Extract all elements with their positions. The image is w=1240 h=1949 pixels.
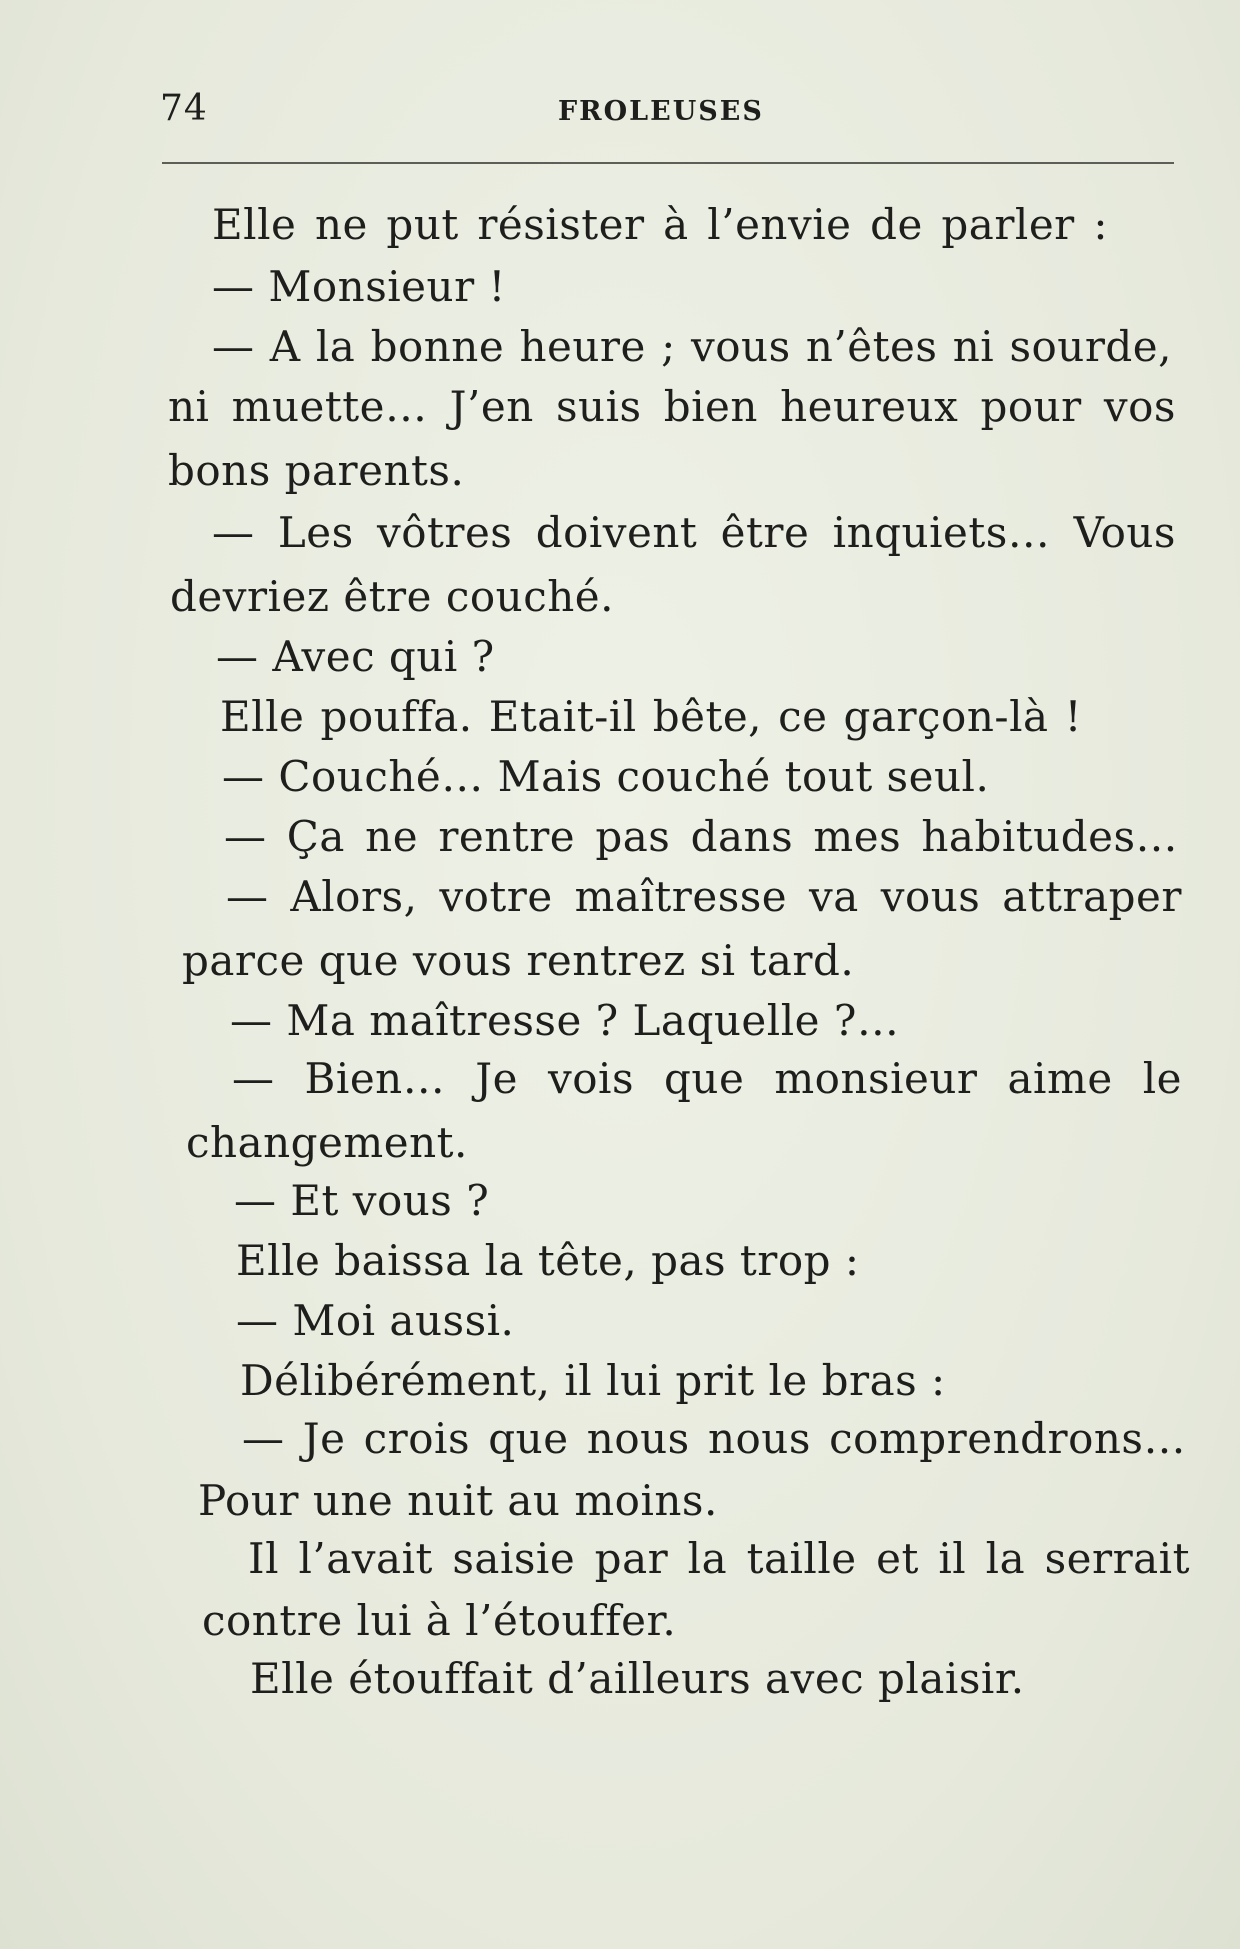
text-line: — Couché… Mais couché tout seul.: [222, 752, 990, 801]
text-line: — Alors, votre maîtresse va vous attraper: [226, 872, 1182, 921]
text-line: contre lui à l’étouffer.: [202, 1596, 677, 1645]
text-line: Elle pouffa. Etait-il bête, ce garçon-là !: [220, 692, 1082, 741]
text-line: — Et vous ?: [234, 1176, 490, 1225]
text-line: bons parents.: [168, 446, 465, 495]
text-line: Il l’avait saisie par la taille et il la serrait: [248, 1534, 1190, 1583]
text-line: changement.: [186, 1118, 468, 1167]
text-line: — Je crois que nous nous comprendrons…: [242, 1414, 1186, 1463]
text-line: — A la bonne heure ; vous n’êtes ni sourde,: [212, 322, 1172, 371]
text-line: devriez être couché.: [170, 572, 614, 621]
page-header: [160, 88, 1180, 132]
text-line: — Monsieur !: [212, 262, 506, 311]
text-line: parce que vous rentrez si tard.: [182, 936, 855, 985]
text-line: ni muette… J’en suis bien heureux pour vos: [168, 382, 1176, 431]
text-line: — Les vôtres doivent être inquiets… Vous: [212, 508, 1176, 557]
text-line: — Ma maîtresse ? Laquelle ?…: [230, 996, 900, 1045]
text-line: Délibérément, il lui prit le bras :: [240, 1356, 946, 1405]
text-line: Pour une nuit au moins.: [198, 1476, 718, 1525]
text-line: — Avec qui ?: [216, 632, 495, 681]
header-rule: [162, 162, 1174, 164]
text-line: — Bien… Je vois que monsieur aime le: [232, 1054, 1182, 1103]
text-line: — Ça ne rentre pas dans mes habitudes…: [224, 812, 1178, 861]
text-line: Elle ne put résister à l’envie de parler :: [212, 200, 1108, 249]
page-number: 74: [160, 88, 208, 129]
text-line: — Moi aussi.: [236, 1296, 515, 1345]
text-line: Elle étouffait d’ailleurs avec plaisir.: [250, 1654, 1025, 1703]
text-line: Elle baissa la tête, pas trop :: [236, 1236, 860, 1285]
running-title: FROLEUSES: [558, 96, 764, 127]
